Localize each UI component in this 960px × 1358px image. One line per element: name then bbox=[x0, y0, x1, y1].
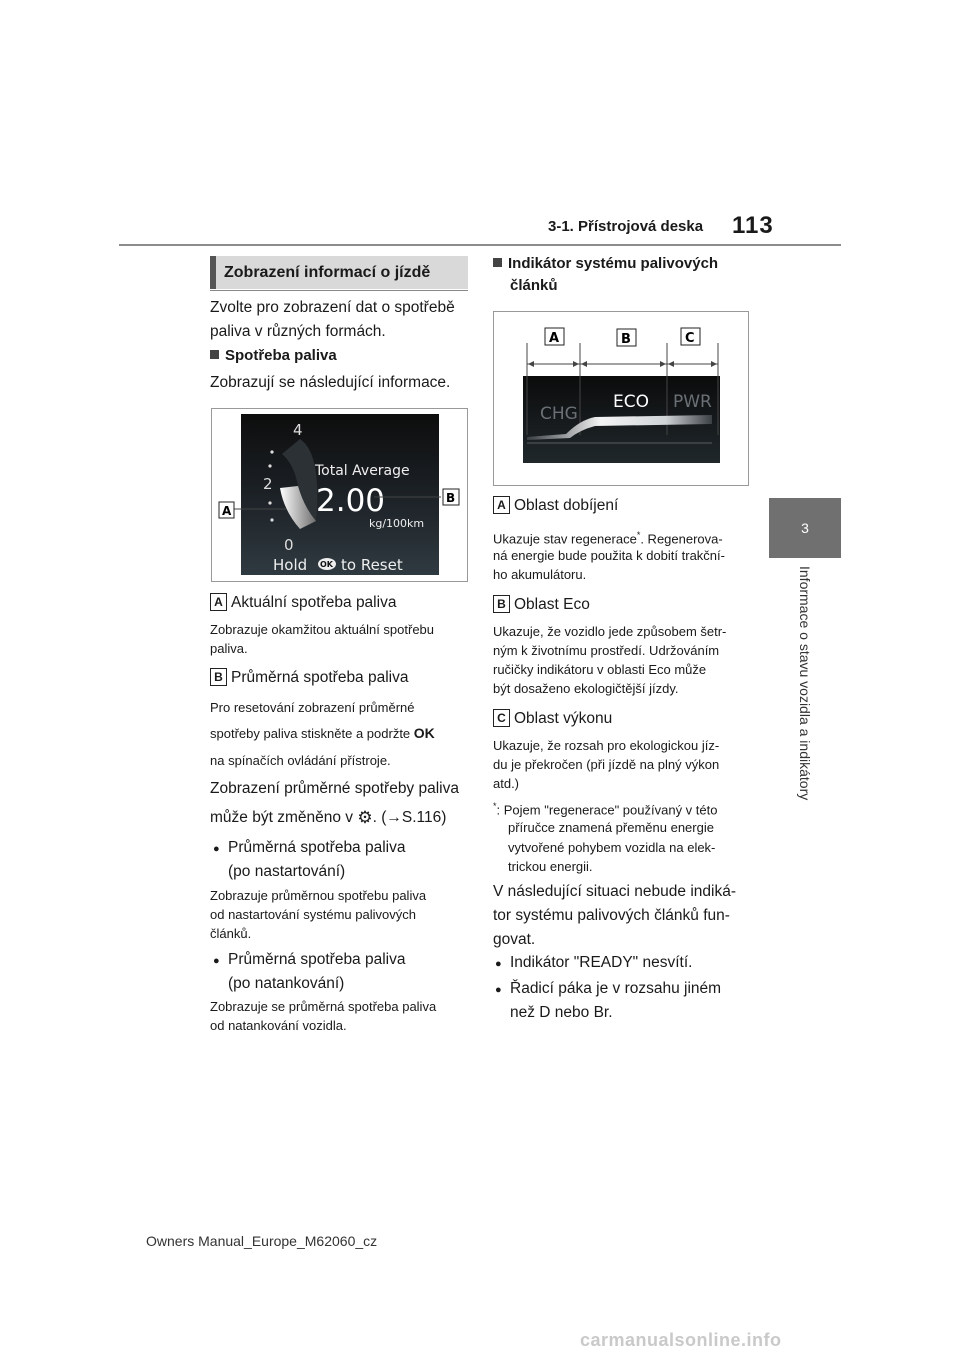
change-line-1: Zobrazení průměrné spotřeby paliva bbox=[210, 780, 459, 797]
watermark: carmanualsonline.info bbox=[580, 1330, 782, 1350]
item-a-desc-1: Zobrazuje okamžitou aktuální spotřebu bbox=[210, 622, 435, 637]
item-b-desc-2: spotřeby paliva stiskněte a podržte OK bbox=[210, 725, 435, 741]
zone-b-letter: B bbox=[493, 595, 510, 613]
chapter-tab: 3 bbox=[769, 498, 841, 558]
item-b-desc-3: na spínačích ovládání přístroje. bbox=[210, 753, 391, 768]
zone-c-title: C Oblast výkonu bbox=[493, 707, 612, 731]
page-number: 113 bbox=[732, 212, 774, 239]
manual-id: Owners Manual_Europe_M62060_cz bbox=[146, 1233, 378, 1249]
condition-ready-off: ● Indikátor "READY" nesvítí. bbox=[510, 951, 692, 975]
zone-a-desc-2: ná energie bude použita k dobití trakční- bbox=[493, 548, 725, 563]
scale-label-bottom: 0 bbox=[284, 536, 294, 554]
section-heading-text: Zobrazení informací o jízdě bbox=[224, 263, 431, 281]
intro-line-1: Zvolte pro zobrazení dat o spotřebě bbox=[210, 299, 455, 316]
item-a-letter: A bbox=[210, 593, 227, 611]
scale-dot bbox=[268, 464, 271, 467]
zone-a-desc-1: Ukazuje stav regenerace*. Regenerova- bbox=[493, 530, 723, 547]
change-line-2: může být změněno v ⚙. (→S.116) bbox=[210, 806, 446, 830]
bullet-after-refuel-desc-2: od natankování vozidla. bbox=[210, 1018, 347, 1033]
callout-b-label: B bbox=[446, 491, 456, 505]
subheading-fuel-consumption: Spotřeba paliva bbox=[210, 347, 337, 364]
average-value: 2.00 bbox=[316, 483, 386, 519]
header-rule bbox=[119, 244, 841, 246]
subheading-fuel-cell-indicator-2: článků bbox=[510, 277, 558, 294]
reset-hint-rest: to Reset bbox=[341, 556, 403, 574]
fuel-consumption-figure bbox=[211, 408, 468, 582]
scale-dot bbox=[270, 518, 273, 521]
fuel-cell-indicator-figure bbox=[493, 311, 749, 486]
zone-a-desc-3: ho akumulátoru. bbox=[493, 567, 587, 582]
condition-shift-lever-2: než D nebo Br. bbox=[510, 1004, 613, 1021]
zone-b-desc-3: ručičky indikátoru v oblasti Eco může bbox=[493, 662, 707, 677]
fuel-consumption-intro: Zobrazují se následující informace. bbox=[210, 374, 451, 391]
chapter-title: Informace o stavu vozidla a indikátory bbox=[797, 566, 813, 801]
footnote-line-3: vytvořené pohybem vozidla na elek- bbox=[508, 840, 716, 855]
scale-dot bbox=[270, 450, 273, 453]
scale-label-top: 4 bbox=[293, 421, 303, 439]
item-a-title: A Aktuální spotřeba paliva bbox=[210, 591, 396, 615]
zone-a-title: A Oblast dobíjení bbox=[493, 494, 618, 518]
item-b-letter: B bbox=[210, 668, 227, 686]
section-heading bbox=[210, 256, 468, 289]
situation-line-1: V následující situaci nebude indiká- bbox=[493, 883, 736, 900]
situation-line-2: tor systému palivových článků fun- bbox=[493, 907, 730, 924]
footnote-line-4: trickou energii. bbox=[508, 859, 593, 874]
zone-b-title: B Oblast Eco bbox=[493, 593, 590, 617]
zone-pwr: PWR bbox=[673, 392, 712, 412]
bullet-after-refuel-2: (po natankování) bbox=[228, 975, 345, 992]
section-label: 3-1. Přístrojová deska bbox=[548, 218, 704, 235]
fuel-consumption-display bbox=[212, 409, 467, 581]
item-b-title: B Průměrná spotřeba paliva bbox=[210, 666, 409, 690]
zone-chg: CHG bbox=[540, 404, 578, 424]
settings-gear-icon: ⚙ bbox=[357, 808, 373, 827]
bullet-after-refuel-desc-1: Zobrazuje se průměrná spotřeba paliva bbox=[210, 999, 437, 1014]
zone-b-desc-1: Ukazuje, že vozidlo jede způsobem šetr- bbox=[493, 624, 727, 639]
display-title: Total Average bbox=[315, 463, 410, 479]
average-unit: kg/100km bbox=[369, 517, 425, 530]
zone-b-desc-4: být dosaženo ekologičtější jízdy. bbox=[493, 681, 679, 696]
bullet-after-start-desc-3: článků. bbox=[210, 926, 252, 941]
heading-rule bbox=[210, 290, 468, 291]
ok-switch-icon: OK bbox=[413, 725, 435, 741]
footnote-line-2: příručce znamená přeměnu energie bbox=[508, 820, 714, 835]
intro-line-2: paliva v různých formách. bbox=[210, 323, 386, 340]
condition-shift-lever-1: ● Řadicí páka je v rozsahu jiném bbox=[510, 977, 721, 1001]
reset-hint-hold: Hold bbox=[273, 556, 308, 574]
subheading-fuel-cell-indicator: Indikátor systému palivových bbox=[493, 255, 718, 272]
bullet-after-start-1: ● Průměrná spotřeba paliva bbox=[228, 836, 406, 860]
zone-eco: ECO bbox=[613, 392, 649, 412]
label-a: A bbox=[549, 331, 560, 346]
situation-line-3: govat. bbox=[493, 931, 536, 948]
square-bullet-icon bbox=[493, 258, 502, 267]
footnote-line-1: *: Pojem "regenerace" používaný v této bbox=[493, 801, 718, 818]
zone-a-letter: A bbox=[493, 496, 510, 514]
square-bullet-icon bbox=[210, 350, 219, 359]
zone-c-desc-2: du je překročen (při jízdě na plný výkon bbox=[493, 757, 720, 772]
item-a-desc-2: paliva. bbox=[210, 641, 248, 656]
zone-c-desc-3: atd.) bbox=[493, 776, 520, 791]
bullet-after-refuel-1: ● Průměrná spotřeba paliva bbox=[228, 948, 406, 972]
callout-a-label: A bbox=[222, 504, 232, 518]
scale-label-mid: 2 bbox=[263, 475, 273, 493]
ok-button-label: OK bbox=[320, 560, 333, 569]
scale-dot bbox=[268, 501, 271, 504]
bullet-after-start-desc-2: od nastartování systému palivových bbox=[210, 907, 416, 922]
label-b: B bbox=[621, 332, 631, 347]
item-b-desc-1: Pro resetování zobrazení průměrné bbox=[210, 700, 415, 715]
label-c: C bbox=[685, 331, 695, 346]
zone-c-desc-1: Ukazuje, že rozsah pro ekologickou jíz- bbox=[493, 738, 720, 753]
fuel-cell-indicator-display bbox=[494, 312, 748, 485]
zone-b-desc-2: ným k životnímu prostředí. Udržováním bbox=[493, 643, 720, 658]
bullet-after-start-desc-1: Zobrazuje průměrnou spotřebu paliva bbox=[210, 888, 427, 903]
bullet-after-start-2: (po nastartování) bbox=[228, 863, 346, 880]
zone-c-letter: C bbox=[493, 709, 510, 727]
